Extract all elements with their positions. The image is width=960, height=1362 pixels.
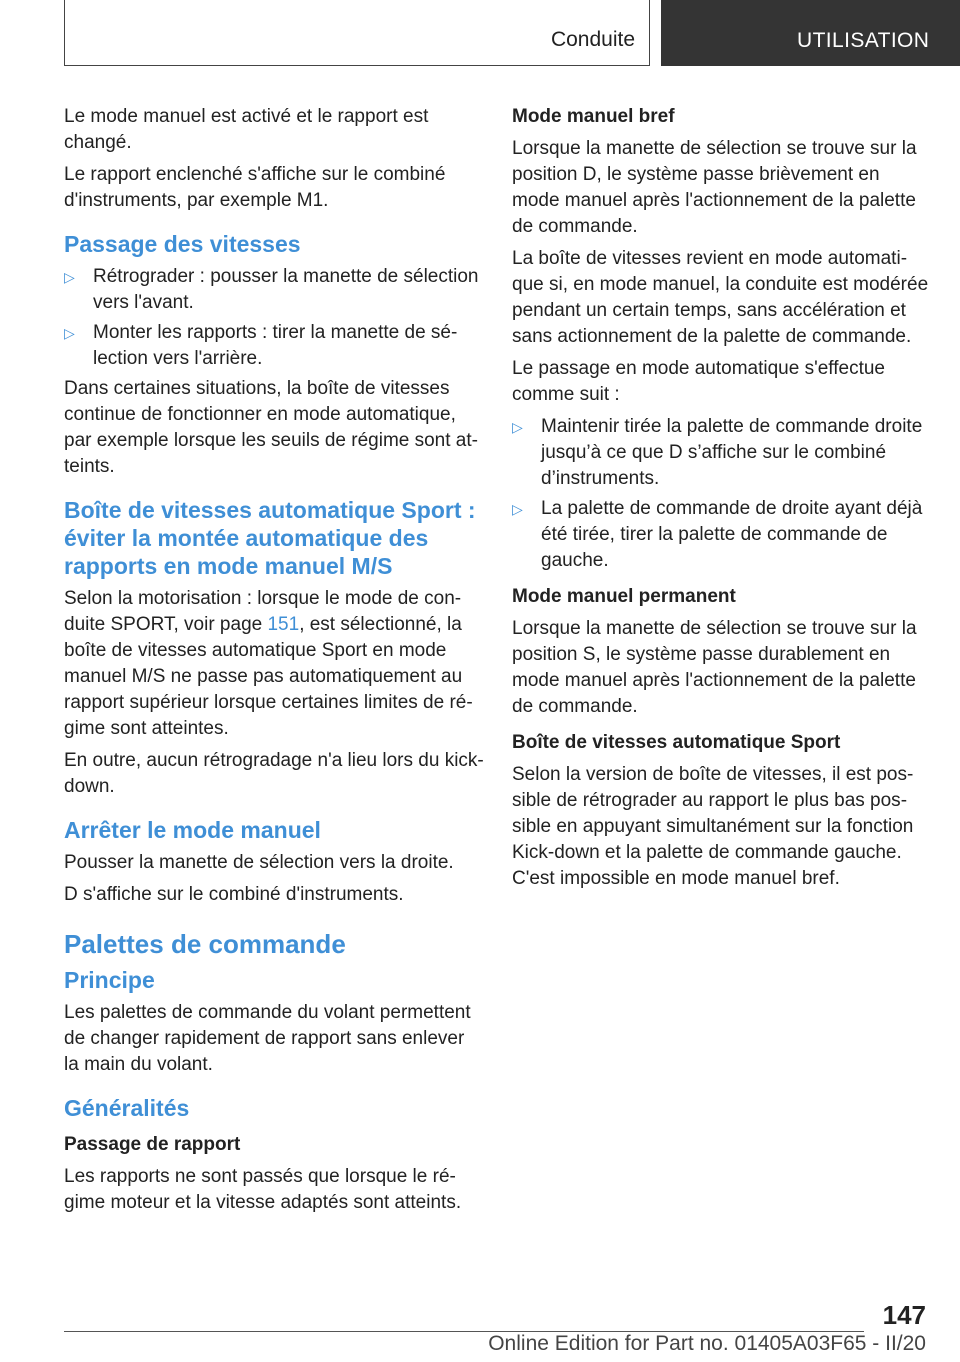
page-header — [64, 0, 960, 66]
header-section-title: Conduite — [550, 28, 635, 51]
paragraph: Le passage en mode automatique s'effectue comme suit : — [512, 358, 885, 405]
paragraph: La boîte de vitesses revient en mode automatique si, en mode manuel, la conduite est modérée pendant un certain temps, sans accélération et sans actionnement de la palette de commande. — [512, 248, 929, 347]
left-column — [64, 104, 484, 1222]
paragraph: Lorsque la manette de sélection se trouve sur la position S, le système passe durablement en mode manuel après l'actionnement de la palette de commande. — [512, 618, 917, 717]
paragraph: En outre, aucun rétrogradage n'a lieu lors du kick-down. — [64, 750, 484, 797]
subheading-passage-de-rapport: Passage de rapport — [64, 1134, 241, 1155]
list-item: ▷ La palette de commande de droite ayant déjà été tirée, tirer la palette de commande de gauche. — [512, 498, 923, 571]
list-item: ▷ Rétrograder : pousser la manette de sélection vers l'avant. — [64, 266, 479, 313]
triangle-right-icon: ▷ — [64, 325, 75, 341]
heading-sport-montee-automatique: Boîte de vitesses automatique Sport : éviter la montée automatique des rapports en mode manuel M/S — [64, 497, 476, 579]
heading-principe: Principe — [64, 967, 155, 993]
header-chapter-tab — [661, 0, 960, 66]
paragraph: Le mode manuel est activé et le rapport est changé. — [64, 106, 429, 153]
paragraph: Lorsque la manette de sélection se trouve sur la position D, le système passe brièvement en mode manuel après l'actionnement de la palette de commande. — [512, 138, 917, 237]
paragraph: Pousser la manette de sélection vers la droite. — [64, 852, 454, 873]
paragraph: Les palettes de commande du volant permettent de changer rapidement de rapport sans enlever la main du volant. — [64, 1002, 471, 1075]
header-section-tab — [64, 0, 650, 66]
list-item: ▷ Maintenir tirée la palette de commande droite jusqu’à ce que D s’affiche sur le combiné d’instruments. — [512, 416, 923, 489]
subheading-boite-automatique-sport: Boîte de vitesses automatique Sport — [512, 732, 841, 753]
paragraph: D s'affiche sur le combiné d'instruments. — [64, 884, 404, 905]
triangle-right-icon: ▷ — [512, 419, 523, 435]
header-chapter-title: UTILISATION — [797, 29, 930, 52]
heading-arreter-mode-manuel: Arrêter le mode manuel — [64, 817, 321, 843]
paragraph: Dans certaines situations, la boîte de vitesses continue de fonctionner en mode automatique, par exemple lorsque les seuils de régime sont atteints. — [64, 378, 478, 477]
bullet-list — [64, 264, 484, 372]
page-number: 147 — [882, 1300, 926, 1330]
triangle-right-icon: ▷ — [64, 269, 75, 285]
heading-generalites: Généralités — [64, 1095, 190, 1121]
bullet-list — [512, 414, 932, 574]
page-reference-link[interactable]: 151 — [267, 614, 300, 635]
list-item: ▷ Monter les rapports : tirer la manette de sélection vers l'arrière. — [64, 322, 458, 369]
subheading-mode-manuel-bref: Mode manuel bref — [512, 106, 675, 127]
paragraph: Le rapport enclenché s'affiche sur le combiné d'instruments, par exemple M1. — [64, 164, 446, 211]
right-column — [512, 104, 932, 898]
heading-passage-des-vitesses: Passage des vitesses — [64, 231, 301, 257]
paragraph: Les rapports ne sont passés que lorsque le régime moteur et la vitesse adaptés sont atteints. — [64, 1166, 462, 1213]
footer-edition: Online Edition for Part no. 01405A03F65 - II/20 — [488, 1332, 926, 1355]
paragraph: Selon la version de boîte de vitesses, il est possible de rétrograder au rapport le plus bas possible en appuyant simultanément sur la fonction Kick-down et la palette de commande gauche. C'est impossible en mode manuel bref. — [512, 764, 914, 889]
subheading-mode-manuel-permanent: Mode manuel permanent — [512, 586, 736, 607]
heading-palettes-de-commande: Palettes de commande — [64, 929, 346, 959]
paragraph: Selon la motorisation : lorsque le mode de conduite SPORT, voir page 151, est sélectionné, la boîte de vitesses automatique Sport en mode manuel M/S ne passe pas automatiquement au rapport supérieur lorsque certaines limites de régime sont atteintes. — [64, 588, 473, 739]
triangle-right-icon: ▷ — [512, 501, 523, 517]
